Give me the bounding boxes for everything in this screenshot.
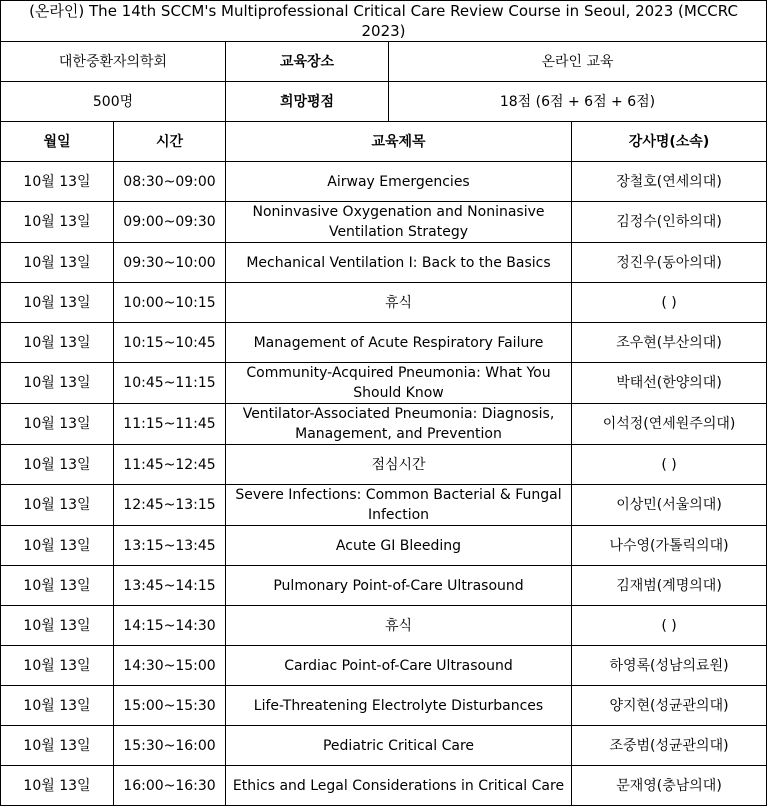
table-row [1, 404, 767, 445]
subject-cell: 점심시간 [226, 445, 572, 485]
subject-cell: Cardiac Point-of-Care Ultrasound [226, 646, 572, 686]
date-cell: 10월 13일 [1, 202, 114, 243]
subject-cell: Life-Threatening Electrolyte Disturbances [226, 686, 572, 726]
time-cell: 15:30~16:00 [114, 726, 226, 766]
time-cell: 11:15~11:45 [114, 404, 226, 445]
lecturer-cell: 정진우(동아의대) [572, 243, 767, 283]
lecturer-cell: 장철호(연세의대) [572, 162, 767, 202]
column-header-subject: 교육제목 [226, 122, 572, 162]
column-header-lecturer: 강사명(소속) [572, 122, 767, 162]
date-cell: 10월 13일 [1, 323, 114, 363]
lecturer-cell: 김정수(인하의대) [572, 202, 767, 243]
lecturer-cell: 양지현(성균관의대) [572, 686, 767, 726]
date-cell: 10월 13일 [1, 485, 114, 526]
subject-cell: Pulmonary Point-of-Care Ultrasound [226, 566, 572, 606]
table-row [1, 766, 767, 806]
subject-cell: Airway Emergencies [226, 162, 572, 202]
subject-cell: Ventilator-Associated Pneumonia: Diagnosis, Management, and Prevention [226, 404, 572, 445]
date-cell: 10월 13일 [1, 363, 114, 404]
time-cell: 14:30~15:00 [114, 646, 226, 686]
table-row [1, 323, 767, 363]
date-cell: 10월 13일 [1, 606, 114, 646]
subject-cell: 휴식 [226, 606, 572, 646]
course-title: (온라인) The 14th SCCM's Multiprofessional Critical Care Review Course in Seoul, 2023 (MCCRC 2023) [1, 1, 767, 42]
date-cell: 10월 13일 [1, 445, 114, 485]
date-cell: 10월 13일 [1, 766, 114, 806]
info-row-organizer [1, 42, 767, 82]
time-cell: 14:15~14:30 [114, 606, 226, 646]
table-row [1, 243, 767, 283]
column-header-date: 월일 [1, 122, 114, 162]
time-cell: 15:00~15:30 [114, 686, 226, 726]
table-row [1, 445, 767, 485]
table-row [1, 283, 767, 323]
table-row [1, 526, 767, 566]
table-row [1, 726, 767, 766]
table-row [1, 566, 767, 606]
lecturer-cell: 이상민(서울의대) [572, 485, 767, 526]
credits-label: 희망평점 [226, 82, 389, 122]
time-cell: 09:30~10:00 [114, 243, 226, 283]
subject-cell: Noninvasive Oxygenation and Noninasive Ventilation Strategy [226, 202, 572, 243]
time-cell: 12:45~13:15 [114, 485, 226, 526]
date-cell: 10월 13일 [1, 566, 114, 606]
date-cell: 10월 13일 [1, 526, 114, 566]
time-cell: 10:45~11:15 [114, 363, 226, 404]
date-cell: 10월 13일 [1, 646, 114, 686]
time-cell: 10:00~10:15 [114, 283, 226, 323]
time-cell: 16:00~16:30 [114, 766, 226, 806]
date-cell: 10월 13일 [1, 404, 114, 445]
subject-cell: Management of Acute Respiratory Failure [226, 323, 572, 363]
lecturer-cell: 문재영(충남의대) [572, 766, 767, 806]
lecturer-cell: 하영록(성남의료원) [572, 646, 767, 686]
lecturer-cell: 나수영(가톨릭의대) [572, 526, 767, 566]
time-cell: 13:15~13:45 [114, 526, 226, 566]
column-header-time: 시간 [114, 122, 226, 162]
date-cell: 10월 13일 [1, 243, 114, 283]
organizer: 대한중환자의학회 [1, 42, 226, 82]
lecturer-cell: 박태선(한양의대) [572, 363, 767, 404]
location-value: 온라인 교육 [389, 42, 767, 82]
lecturer-cell: ( ) [572, 283, 767, 323]
time-cell: 10:15~10:45 [114, 323, 226, 363]
capacity: 500명 [1, 82, 226, 122]
date-cell: 10월 13일 [1, 162, 114, 202]
subject-cell: Ethics and Legal Considerations in Critical Care [226, 766, 572, 806]
lecturer-cell: 이석정(연세원주의대) [572, 404, 767, 445]
lecturer-cell: 조우현(부산의대) [572, 323, 767, 363]
time-cell: 08:30~09:00 [114, 162, 226, 202]
subject-cell: Mechanical Ventilation I: Back to the Basics [226, 243, 572, 283]
table-row [1, 202, 767, 243]
info-row-capacity [1, 82, 767, 122]
date-cell: 10월 13일 [1, 283, 114, 323]
subject-cell: Community-Acquired Pneumonia: What You Should Know [226, 363, 572, 404]
column-header-row [1, 122, 767, 162]
subject-cell: Acute GI Bleeding [226, 526, 572, 566]
subject-cell: 휴식 [226, 283, 572, 323]
subject-cell: Pediatric Critical Care [226, 726, 572, 766]
credits-value: 18점 (6점 + 6점 + 6점) [389, 82, 767, 122]
subject-cell: Severe Infections: Common Bacterial & Fungal Infection [226, 485, 572, 526]
table-row [1, 162, 767, 202]
time-cell: 09:00~09:30 [114, 202, 226, 243]
table-row [1, 363, 767, 404]
lecturer-cell: 조중범(성균관의대) [572, 726, 767, 766]
table-row [1, 646, 767, 686]
date-cell: 10월 13일 [1, 686, 114, 726]
time-cell: 11:45~12:45 [114, 445, 226, 485]
time-cell: 13:45~14:15 [114, 566, 226, 606]
lecturer-cell: ( ) [572, 445, 767, 485]
table-row [1, 606, 767, 646]
table-row [1, 686, 767, 726]
title-row [1, 1, 767, 42]
lecturer-cell: 김재범(계명의대) [572, 566, 767, 606]
lecturer-cell: ( ) [572, 606, 767, 646]
location-label: 교육장소 [226, 42, 389, 82]
date-cell: 10월 13일 [1, 726, 114, 766]
table-row [1, 485, 767, 526]
